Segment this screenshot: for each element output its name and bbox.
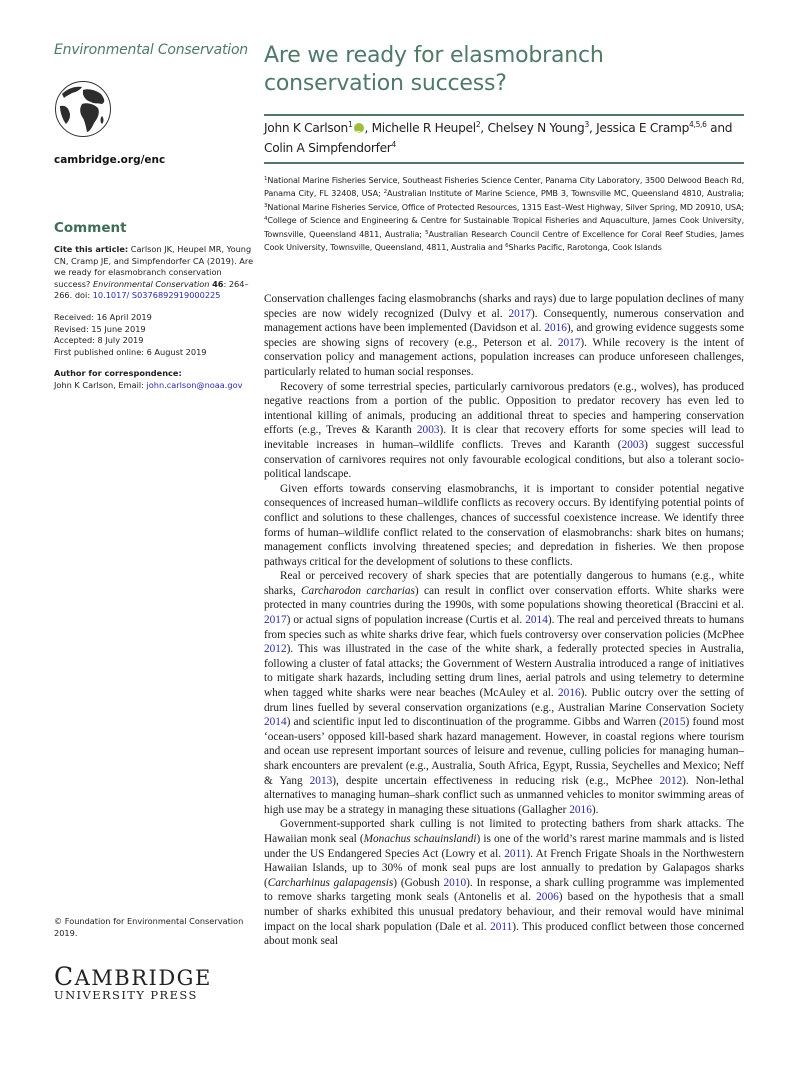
citation-link[interactable]: 2012 xyxy=(264,643,287,656)
correspondence-email-link[interactable]: john.carlson@noaa.gov xyxy=(146,379,243,390)
author-separator: , xyxy=(588,121,597,135)
citation-link[interactable]: 2006 xyxy=(536,891,559,904)
body-text-run: ), and growing evidence suggests some species are showing signs of recovery (e.g., Peterson et al. xyxy=(264,322,744,349)
date-accepted: Accepted: 8 July 2019 xyxy=(54,335,144,346)
body-text-run: Government-supported shark culling is not limited to protecting bathers from shark attacks. The Hawaiian monk seal ( xyxy=(264,818,744,845)
body-paragraph xyxy=(264,817,744,948)
affiliation-sup: 2 xyxy=(383,189,387,196)
cite-pages: : 264–266. doi: xyxy=(54,278,249,301)
body-text-run: ). Consequently, numerous conservation and management actions have been implemented (Davidson et al. xyxy=(264,307,744,335)
citation-link[interactable]: 2010 xyxy=(443,876,467,889)
author-name[interactable]: Colin A Simpfendorfer xyxy=(264,141,392,155)
body-text-run: ) (Gobush xyxy=(393,876,444,889)
author-affiliation-sup: 2 xyxy=(475,120,481,129)
citation-link[interactable]: 2017 xyxy=(508,307,532,320)
article-type-label: Comment xyxy=(54,220,127,236)
body-text-run: ). The real and perceived threats to humans from species such as white sharks drive fear, which fuels controversy over conservation policies (McPhee xyxy=(264,614,744,641)
body-text-run: ). Non-lethal alternatives to managing human–shark conflict such as unmanned vehicles to monitor swimming areas of high use may be a strategy in managing these situations (Gallagher xyxy=(264,774,744,816)
body-text-run: ). At French Frigate Shoals in the Northwestern Hawaiian Islands, up to 30% of monk seal pups are lost annually to predation by Galapagos sharks ( xyxy=(264,847,744,889)
citation-link[interactable]: 2016 xyxy=(544,322,567,335)
copyright-notice: © Foundation for Environmental Conservation 2019. xyxy=(54,916,244,938)
affiliation-sup: 6 xyxy=(505,243,509,250)
body-text-run: ) can result in conflict over conservation efforts. White sharks were protected in many countries during the 1990s, with some populations showing theoretical (Braccini et al. xyxy=(264,584,744,612)
body-text-run: ). This produced conflict between those concerned about monk seal xyxy=(264,920,745,948)
species-name: Carcharhinus galapagensis xyxy=(267,876,394,889)
species-name: Carcharodon carcharias xyxy=(301,584,415,597)
globe-icon xyxy=(54,80,112,138)
citation-link[interactable]: 2003 xyxy=(416,424,440,437)
body-paragraph xyxy=(264,292,744,380)
citation-link[interactable]: 2014 xyxy=(525,614,548,627)
article-body xyxy=(264,292,744,949)
body-text-run: ). Public outcry over the setting of drum lines fuelled by several conservation organizations (e.g., Australian Marine Conservation Society xyxy=(264,687,744,714)
body-paragraph xyxy=(264,569,744,817)
affiliation-sup: 5 xyxy=(425,229,429,236)
body-text-run: ). It is clear that recovery efforts for some species will lead to inevitable increases in human–wildlife conflicts. Treves and Karanth ( xyxy=(264,424,745,451)
affiliation-text: Sharks Pacific, Rarotonga, Cook Islands xyxy=(508,242,662,253)
affiliation-text: College of Science and Engineering & Centre for Sustainable Tropical Fisheries and Aquaculture, James Cook University, Townsville, Queensland 4811, Australia; xyxy=(264,215,744,239)
body-text-run: ), despite uncertain effectiveness in reducing risk (e.g., McPhee xyxy=(332,774,660,787)
correspondence-label: Author for correspondence: xyxy=(54,368,182,379)
author-affiliation-sup: 4,5,6 xyxy=(689,120,707,129)
citation-link[interactable]: 2003 xyxy=(621,438,645,451)
affiliation-text: Australian Research Council Centre of Excellence for Coral Reef Studies, James Cook University, Townsville, Queensland, 4811, Australia and xyxy=(264,228,744,253)
body-paragraph xyxy=(264,482,744,570)
affiliation-text: Australian Institute of Marine Science, PMB 3, Townsville MC, Queensland 4810, Australia; xyxy=(386,188,744,199)
author-list xyxy=(264,116,744,162)
body-text-run: Recovery of some terrestrial species, particularly carnivorous predators (e.g., wolves), has produced negative reactions from a portion of the public. Opposition to predator recovery has even led to intentional killing of animals, producing an additional threat to species and hampering conservation efforts (e.g., Treves & Karanth xyxy=(264,380,744,437)
citation-link[interactable]: 2011 xyxy=(490,920,513,933)
affiliation-sup: 1 xyxy=(264,176,268,182)
date-received: Received: 16 April 2019 xyxy=(54,311,152,322)
citation-block xyxy=(54,244,254,302)
author-name[interactable]: John K Carlson xyxy=(264,121,348,135)
affiliations xyxy=(264,174,744,254)
body-text-run: ) is one of the world’s rarest marine mammals and is listed under the US Endangered Species Act (Lowry et al. xyxy=(264,832,744,860)
correspondence-block xyxy=(54,368,254,391)
author-separator: , xyxy=(364,121,372,135)
citation-link[interactable]: 2014 xyxy=(264,716,287,729)
date-published: First published online: 6 August 2019 xyxy=(54,346,207,357)
logo-initial: C xyxy=(54,962,75,991)
article-sidebar xyxy=(54,42,254,392)
journal-name[interactable]: Environmental Conservation xyxy=(54,42,248,58)
author-affiliation-sup: 3 xyxy=(584,120,589,129)
citation-link[interactable]: 2017 xyxy=(557,336,581,349)
correspondence-text: John K Carlson, Email: xyxy=(54,379,147,390)
affiliation-sup: 3 xyxy=(264,202,268,209)
body-text-run: ) found most ‘ocean-users’ opposed kill-based shark hazard management. However, in coastal regions where tourism and ocean use represent important sources of leisure and revenue, culling policies for managing human–shark encounters are prevalent (e.g., Australia, South Africa, Egypt, Russia, Seychelles and Mexico; Neff & Yang xyxy=(264,716,744,787)
doi-link[interactable]: 10.1017/ S0376892919000225 xyxy=(92,290,221,301)
author-affiliation-sup: 4 xyxy=(391,140,396,149)
affiliation-sup: 4 xyxy=(264,216,268,223)
body-text-run: ). xyxy=(591,803,599,816)
body-text-run: Conservation challenges facing elasmobranchs (sharks and rays) due to large population declines of many species are now widely recognized (Dulvy et al. xyxy=(264,293,744,320)
author-name[interactable]: Chelsey N Young xyxy=(487,121,585,135)
cite-volume: 46 xyxy=(212,278,224,289)
affiliation-text: National Marine Fisheries Service, Southeast Fisheries Science Center, Panama City Laboratory, 3500 Delwood Beach Rd, Panama City, FL 32408, USA; xyxy=(264,175,744,199)
citation-link[interactable]: 2015 xyxy=(662,716,686,729)
body-paragraph xyxy=(264,380,744,482)
body-text-run: Real or perceived recovery of shark species that are potentially dangerous to humans (e.g., white sharks, xyxy=(264,570,744,597)
orcid-icon[interactable] xyxy=(354,123,364,133)
citation-link[interactable]: 2011 xyxy=(504,847,527,860)
cite-label: Cite this article: xyxy=(54,244,129,254)
citation-link[interactable]: 2016 xyxy=(569,803,592,816)
body-text-run: ) based on the hypothesis that a small number of sharks exhibited this unusual predatory behaviour, and their removal would have minimal impact on the local shark population (Dale et al. xyxy=(264,891,744,933)
author-separator: , xyxy=(480,121,488,135)
author-name[interactable]: Michelle R Heupel xyxy=(371,121,476,135)
citation-link[interactable]: 2012 xyxy=(659,774,683,787)
citation-link[interactable]: 2016 xyxy=(558,687,581,700)
date-revised: Revised: 15 June 2019 xyxy=(54,323,146,334)
species-name: Monachus schauinslandi xyxy=(363,832,477,845)
body-text-run: ) or actual signs of population increase (Curtis et al. xyxy=(286,614,526,627)
article-title: Are we ready for elasmobranch conservation success? xyxy=(264,43,604,96)
author-affiliation-sup: 1 xyxy=(347,120,353,129)
author-separator: and xyxy=(706,121,733,135)
citation-link[interactable]: 2013 xyxy=(309,774,333,787)
cite-text: Carlson JK, Heupel MR, Young CN, Cramp JE, and Simpfendorfer CA (2019). Are we ready for elasmobranch conservation success? xyxy=(54,244,254,289)
publication-dates xyxy=(54,312,254,358)
affiliation-text: National Marine Fisheries Service, Office of Protected Resources, 1315 East–West Highway, Silver Spring, MD 20910, USA; xyxy=(267,201,744,212)
logo-line-2: UNIVERSITY PRESS xyxy=(54,988,198,1002)
journal-url[interactable]: cambridge.org/enc xyxy=(54,154,166,166)
body-text-run: ) and scientific input led to discontinuation of the programme. Gibbs and Warren ( xyxy=(286,716,663,729)
cite-journal: Environmental Conservation xyxy=(92,278,210,289)
body-text-run: ). In response, a shark culling programme was implemented to remove sharks targeting monk seals (Antonelis et al. xyxy=(264,876,745,904)
cambridge-university-press-logo xyxy=(54,962,212,1002)
authors-divider xyxy=(264,162,744,164)
logo-line-1: AMBRIDGE xyxy=(74,966,212,990)
citation-link[interactable]: 2017 xyxy=(264,614,287,627)
body-text-run: Given efforts towards conserving elasmobranchs, it is important to consider potential negative consequences of increased human–wildlife conflicts as recovery occurs. By identifying potential points of conflict and solutions to these challenges, chances of successful coexistence increase. We identify three forms of human–wildlife conflict related to the conservation of elasmobranchs: shark bites on humans; management conflicts involving threatened species; and depredation in fisheries. We then propose pathways critical for the development of solutions to these conflicts. xyxy=(264,482,744,568)
author-name[interactable]: Jessica E Cramp xyxy=(596,121,690,135)
article-header xyxy=(264,42,744,254)
body-text-run: ) suggest successful conservation of carnivores requires not only favourable ecological conditions, but also a tolerant socio-political landscape. xyxy=(264,438,745,481)
body-text-run: ). This was illustrated in the case of the white shark, a federally protected species in Australia, following a cluster of fatal attacks; the Government of Western Australia introduced a range of initiatives to mitigate shark hazards, including setting drum lines, aerial patrols and using telemetry to determine when tagged white sharks were near beaches (McAuley et al. xyxy=(264,643,744,700)
body-text-run: ). While recovery is the intent of conservation policy and management actions, population increases can produce unforeseen challenges, particularly related to human social responses. xyxy=(264,336,744,378)
